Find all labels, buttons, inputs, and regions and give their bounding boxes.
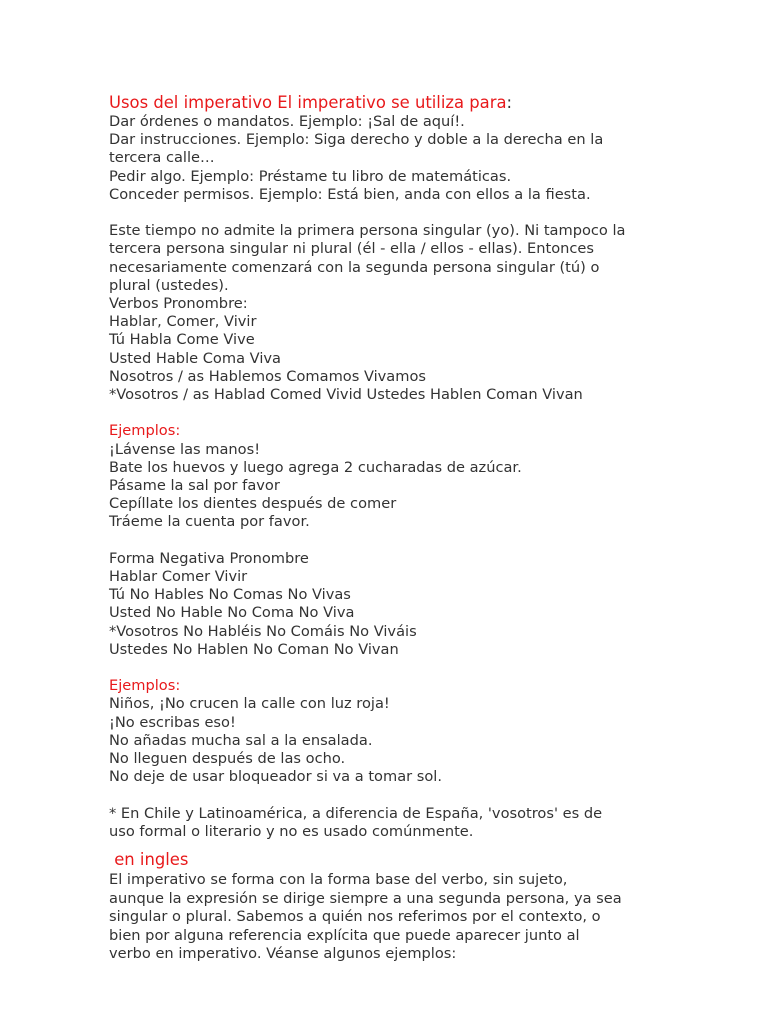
section-verbos: [109, 222, 729, 404]
section-title: [109, 92, 729, 113]
text-line: No lleguen después de las ocho.: [109, 750, 346, 768]
section-forma-negativa: [109, 550, 729, 659]
paragraph-gap: [109, 204, 729, 222]
text-line: Ustedes No Hablen No Coman No Vivan: [109, 640, 399, 658]
text-line: Nosotros / as Hablemos Comamos Vivamos: [109, 367, 427, 385]
text-line: Tú Habla Come Vive: [109, 331, 255, 349]
text-line: Pásame la sal por favor: [109, 477, 280, 495]
text-line: Usted No Hable No Coma No Viva: [109, 604, 355, 622]
section-heading: en ingles: [109, 850, 189, 870]
text-line: verbo en imperativo. Véanse algunos ejemplos:: [109, 945, 457, 963]
text-line: tercera persona singular ni plural (él - ella / ellos - ellas). Entonces: [109, 240, 595, 258]
paragraph-gap: [109, 659, 729, 677]
section-heading: Ejemplos:: [109, 677, 181, 695]
text-line: Bate los huevos y luego agrega 2 cucharadas de azúcar.: [109, 458, 522, 476]
title-colon: :: [506, 93, 513, 112]
section-nota-vosotros: [109, 805, 729, 841]
text-line: El imperativo se forma con la forma base del verbo, sin sujeto,: [109, 871, 568, 889]
section-ejemplos-afirmativos: [109, 422, 729, 531]
paragraph-gap: [109, 404, 729, 422]
text-line: Hablar Comer Vivir: [109, 568, 248, 586]
text-line: Forma Negativa Pronombre: [109, 549, 309, 567]
text-line: necesariamente comenzará con la segunda persona singular (tú) o: [109, 258, 600, 276]
text-line: Cepíllate los dientes después de comer: [109, 495, 397, 513]
section-heading: Ejemplos:: [109, 422, 181, 440]
paragraph-gap: [109, 786, 729, 804]
text-line: plural (ustedes).: [109, 276, 229, 294]
text-line: Pedir algo. Ejemplo: Préstame tu libro de matemáticas.: [109, 167, 512, 185]
section-en-ingles: [109, 849, 729, 964]
text-line: *Vosotros No Habléis No Comáis No Viváis: [109, 622, 417, 640]
text-line: ¡Lávense las manos!: [109, 440, 261, 458]
title-text: Usos del imperativo El imperativo se utiliza para: [109, 93, 507, 112]
text-line: * En Chile y Latinoamérica, a diferencia de España, 'vosotros' es de: [109, 804, 603, 822]
text-line: aunque la expresión se dirige siempre a una segunda persona, ya sea: [109, 889, 622, 907]
text-line: uso formal o literario y no es usado comúnmente.: [109, 822, 474, 840]
text-line: Conceder permisos. Ejemplo: Está bien, anda con ellos a la fiesta.: [109, 185, 591, 203]
text-line: No añadas mucha sal a la ensalada.: [109, 731, 373, 749]
text-line: Hablar, Comer, Vivir: [109, 313, 257, 331]
text-line: *Vosotros / as Hablad Comed Vivid Ustedes Hablen Coman Vivan: [109, 386, 583, 404]
text-line: bien por alguna referencia explícita que puede aparecer junto al: [109, 926, 580, 944]
text-line: Niños, ¡No crucen la calle con luz roja!: [109, 695, 390, 713]
text-line: Dar órdenes o mandatos. Ejemplo: ¡Sal de aquí!.: [109, 113, 465, 130]
text-line: No deje de usar bloqueador si va a tomar sol.: [109, 768, 442, 786]
text-line: tercera calle…: [109, 149, 215, 167]
text-line: Dar instrucciones. Ejemplo: Siga derecho y doble a la derecha en la: [109, 131, 604, 149]
text-line: Tráeme la cuenta por favor.: [109, 513, 310, 531]
text-line: Verbos Pronombre:: [109, 295, 248, 313]
paragraph-gap: [109, 532, 729, 550]
text-line: ¡No escribas eso!: [109, 713, 236, 731]
section-ejemplos-negativos: [109, 677, 729, 786]
text-line: Tú No Hables No Comas No Vivas: [109, 586, 351, 604]
document-page: [109, 92, 729, 964]
section-usos: [109, 92, 729, 204]
text-line: Este tiempo no admite la primera persona singular (yo). Ni tampoco la: [109, 222, 626, 240]
text-line: singular o plural. Sabemos a quién nos referimos por el contexto, o: [109, 908, 601, 926]
text-line: Usted Hable Coma Viva: [109, 349, 281, 367]
